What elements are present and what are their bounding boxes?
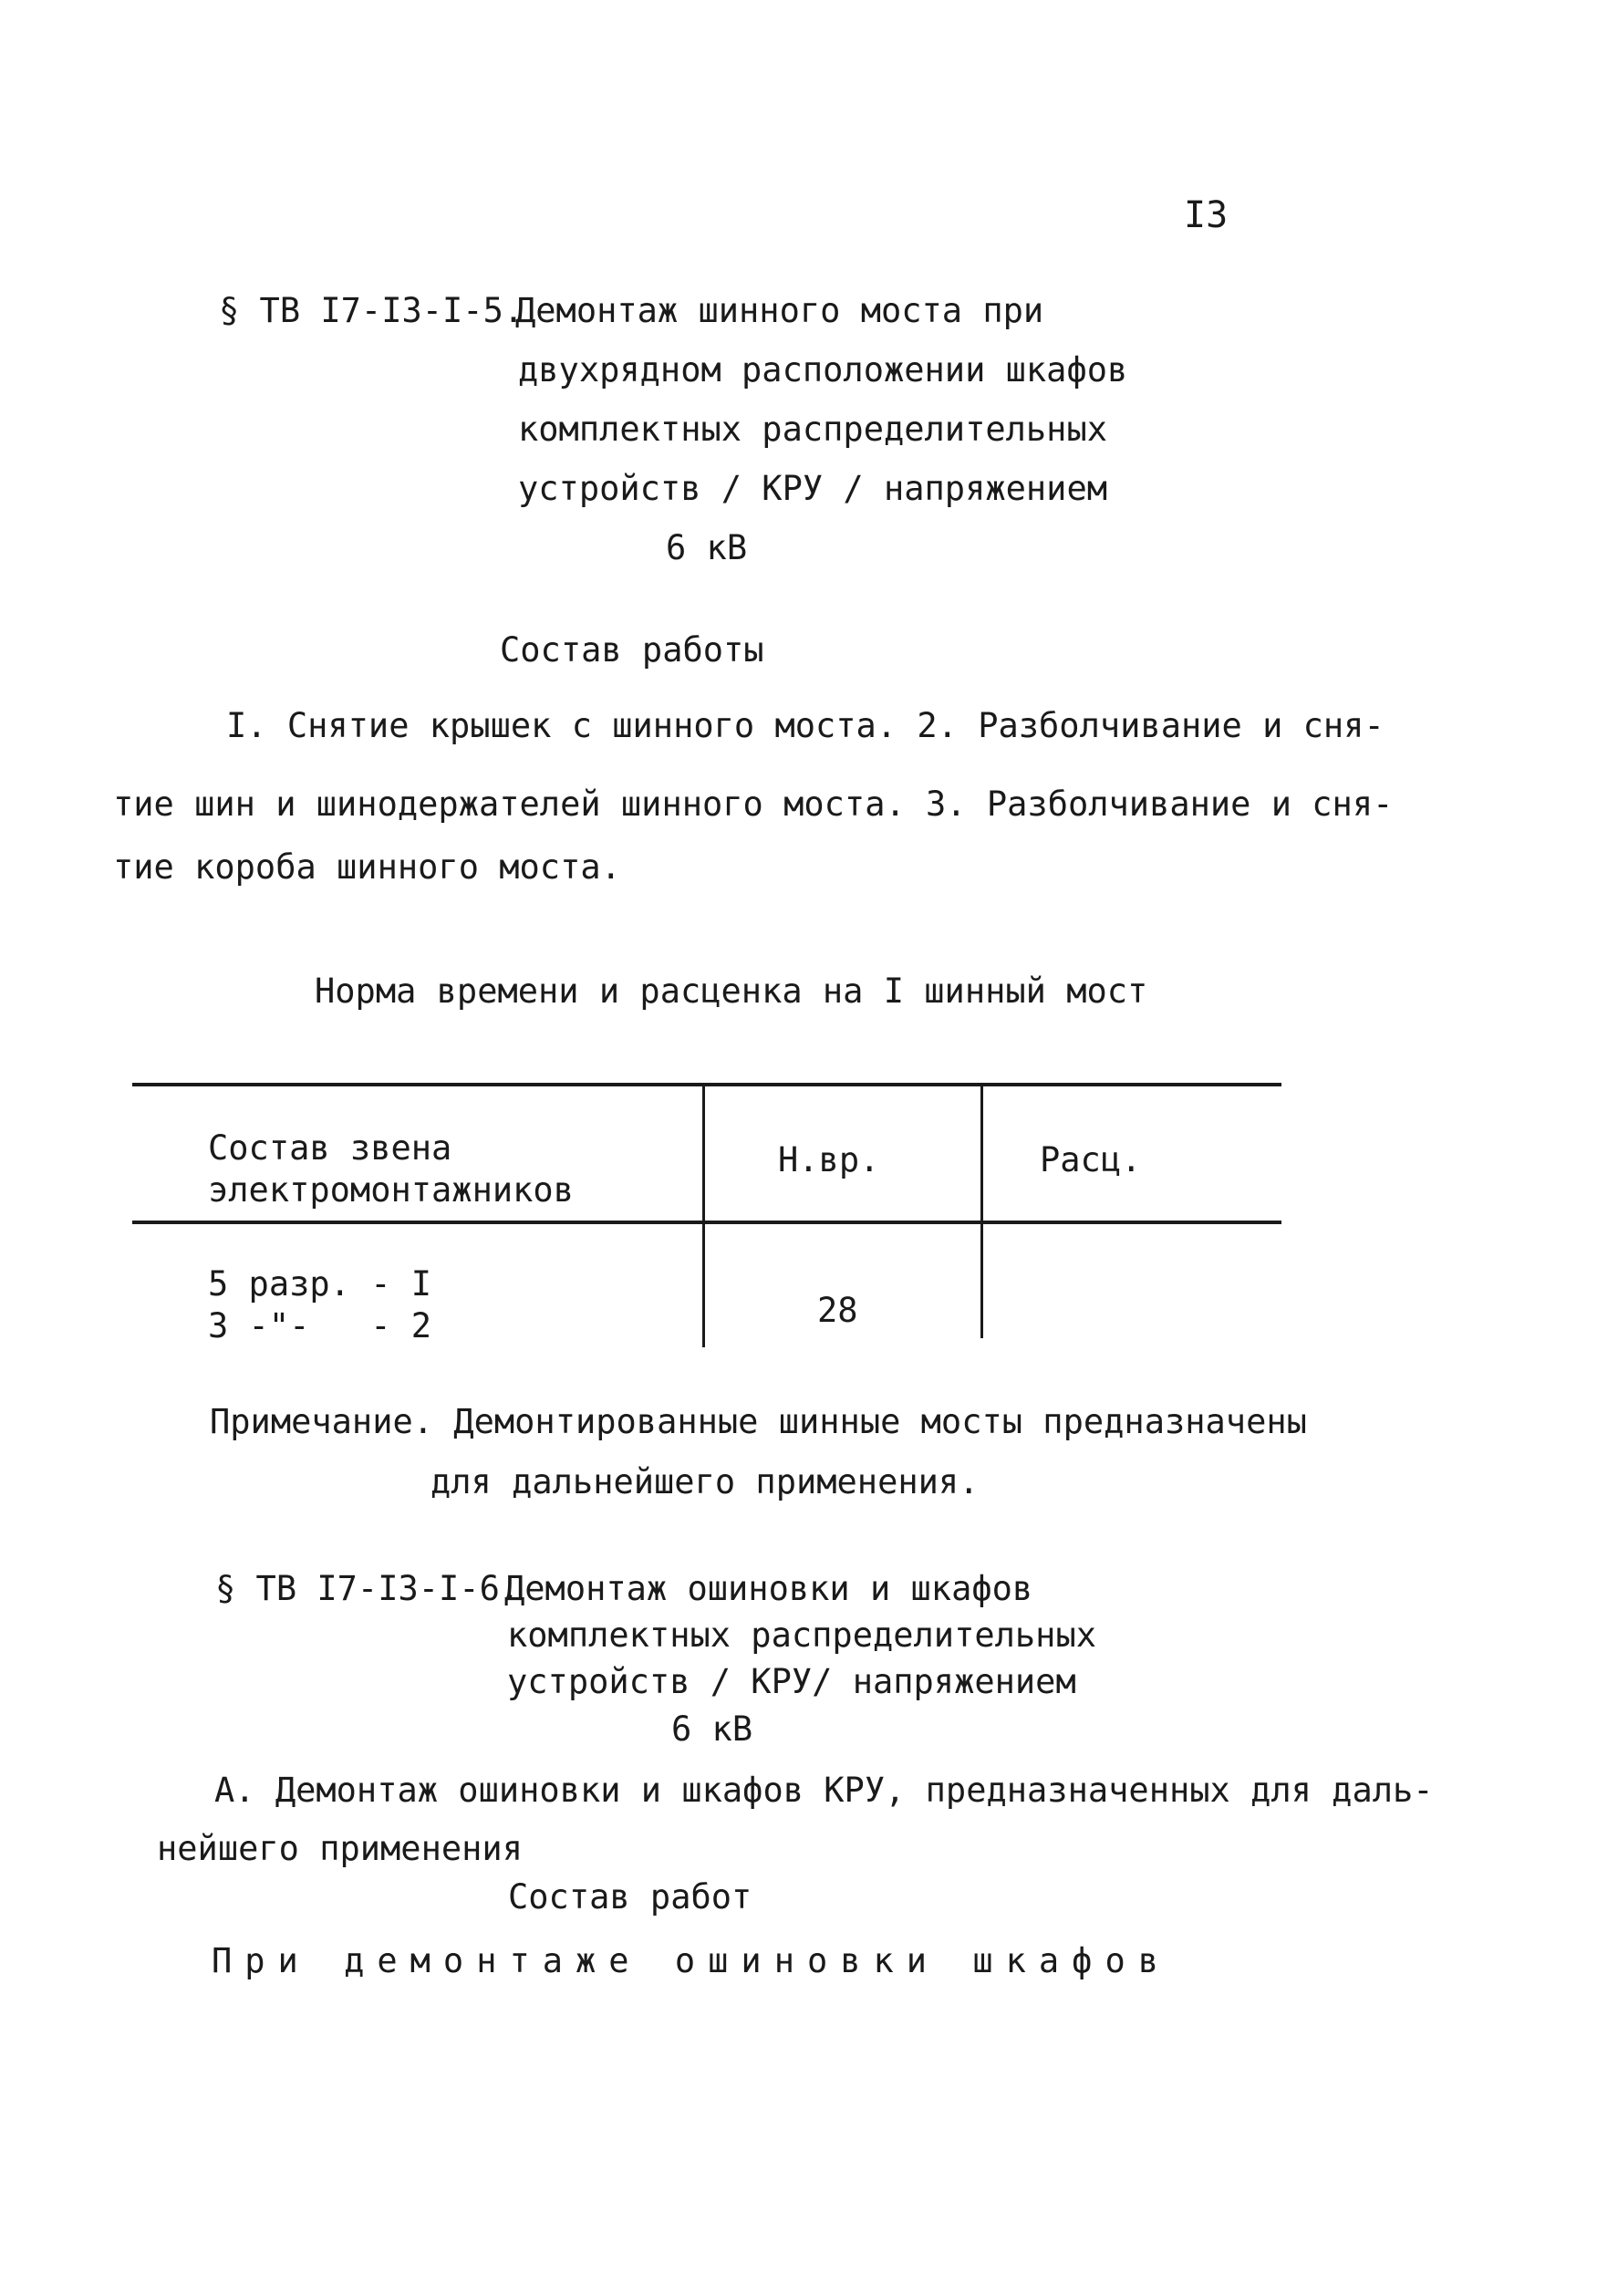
section-heading: § ТВ I7-I3-I-6. — [215, 1569, 521, 1608]
table-header-norm: Н.вр. — [778, 1140, 880, 1179]
section-title-line: 6 кВ — [671, 1709, 753, 1749]
norm-caption: Норма времени и расценка на I шинный мост — [315, 971, 1148, 1011]
note-line: для дальнейшего применения. — [430, 1462, 980, 1501]
work-composition-heading: Состав работы — [500, 630, 764, 670]
section-title-line: устройств / КРУ/ напряжением — [507, 1662, 1076, 1701]
page-number: I3 — [1184, 194, 1229, 236]
section-title-line: Демонтаж шинного моста при — [515, 291, 1044, 330]
table-header-rate: Расц. — [1040, 1140, 1142, 1179]
section-title-line: комплектных распределительных — [507, 1616, 1097, 1655]
table-cell-norm: 28 — [817, 1291, 858, 1330]
table-column-divider — [980, 1083, 983, 1338]
part-a-line: А. Демонтаж ошиновки и шкафов КРУ, предназначенных для даль- — [214, 1771, 1434, 1810]
table-top-rule — [132, 1083, 1281, 1086]
section-heading: § ТВ I7-I3-I-5. — [219, 291, 524, 330]
part-a-line: нейшего применения — [157, 1829, 523, 1868]
section-title-line: двухрядном расположении шкафов — [518, 350, 1128, 390]
note-line: Примечание. Демонтированные шинные мосты предназначены — [210, 1402, 1307, 1441]
table-column-divider — [702, 1083, 705, 1347]
section-title-line: комплектных распределительных — [518, 410, 1108, 449]
work-composition-line: тие шин и шинодержателей шинного моста. 3. Разболчивание и сня- — [113, 784, 1394, 824]
work-composition-line: I. Снятие крышек с шинного моста. 2. Разболчивание и сня- — [226, 706, 1385, 745]
work-composition-heading: Состав работ — [508, 1877, 752, 1917]
work-composition-line: тие короба шинного моста. — [113, 847, 621, 887]
table-header-crew: Состав звена электромонтажников — [208, 1128, 574, 1210]
spaced-subheading: При демонтаже ошиновки шкафов — [212, 1941, 1172, 1980]
table-cell-crew: 5 разр. - I 3 -"- - 2 — [208, 1264, 432, 1345]
section-title-line: 6 кВ — [666, 528, 748, 567]
section-title-line: устройств / КРУ / напряжением — [518, 469, 1108, 508]
section-title-line: Демонтаж ошиновки и шкафов — [504, 1569, 1033, 1608]
table-header-rule — [132, 1221, 1281, 1224]
